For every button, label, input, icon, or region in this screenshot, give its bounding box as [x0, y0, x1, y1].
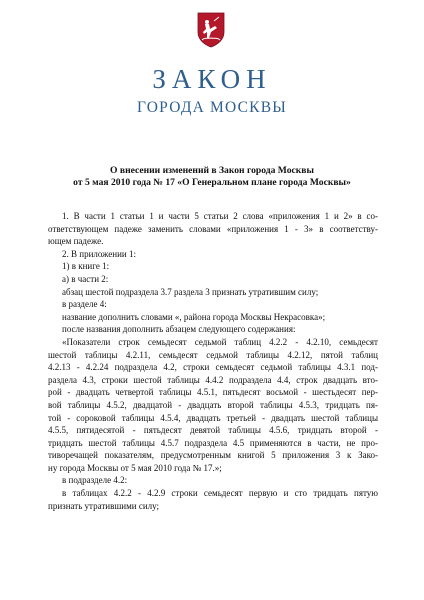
paragraph-7: название дополнить словами «, района города Москвы Некрасовка»; [62, 311, 326, 322]
paragraph-4: а) в части 2: [62, 273, 109, 284]
paragraph-9-line: 4.2.13 - 4.2.24 подраздела 4.2, строки семьдесят седьмой таблицы 4.3.1 под- [48, 362, 378, 373]
law-title: ЗАКОН [152, 64, 272, 94]
paragraph-3: 1) в книге 1: [62, 261, 110, 272]
paragraph-1-line: ющем падеже. [48, 236, 104, 247]
paragraph-1-line: 1. В части 1 статьи 1 и части 5 статьи 2 слова «приложения 1 и 2» в со- [62, 211, 378, 221]
heading-line-1: О внесении изменений в Закон города Москвы [110, 165, 314, 176]
heading-line-2: от 5 мая 2010 года № 17 «О Генеральном плане города Москвы» [73, 177, 351, 188]
law-subtitle: ГОРОДА МОСКВЫ [137, 99, 287, 116]
paragraph-9-line: той - сороковой таблицы 4.5.4, двадцать третьей - двадцать шестой таблицы [48, 412, 378, 423]
paragraph-9-line: вой таблицы 4.5.2, двадцатой - двадцать второй таблицы 4.5.3, тридцать пя- [48, 399, 378, 410]
paragraph-9-line: шестой таблицы 4.2.11, семьдесят седьмой таблицы 4.2.12, пятой таблиц [48, 349, 378, 360]
paragraph-1-line: ответствующем падеже заменить словами «приложения 1 - 3» в соответству- [48, 223, 378, 234]
paragraph-9-line: рой - двадцать четвертой таблицы 4.5.1, пятьдесят восьмой - шестьдесят пер- [48, 387, 378, 398]
paragraph-6: в разделе 4: [62, 299, 107, 310]
paragraph-11-line: в таблицах 4.2.2 - 4.2.9 строки семьдесят первую и сто тридцать пятую [62, 488, 378, 499]
moscow-coat-of-arms-icon [196, 12, 226, 48]
paragraph-9-line: ну города Москвы от 5 мая 2010 года № 17.»; [48, 462, 222, 473]
document-heading [20, 165, 404, 189]
paragraph-11-line: признать утратившими силу; [48, 500, 160, 511]
paragraph-5: абзац шестой подраздела 3.7 раздела 3 признать утратившим силу; [62, 286, 319, 297]
paragraph-9-line: тиворечащей показателям, предусмотренным книгой 5 приложения 3 к Зако- [48, 450, 378, 461]
document-body [48, 210, 378, 512]
paragraph-10: в подразделе 4.2: [62, 475, 128, 486]
paragraph-9-line: «Показатели строк семьдесят седьмой таблиц 4.2.2 - 4.2.10, семьдесят [62, 336, 378, 347]
paragraph-9-line: 4.5.5, пятидесятой - пятьдесят девятой таблицы 4.5.6, тридцать второй - [48, 425, 378, 436]
paragraph-9-line: раздела 4.3, строки шестой таблицы 4.4.2 подраздела 4.4, строк двадцать вто- [48, 374, 378, 385]
paragraph-8: после названия дополнить абзацем следующего содержания: [62, 324, 296, 335]
paragraph-9-line: тридцать шестой таблицы 4.5.7 подраздела 4.5 применяются в части, не про- [48, 437, 378, 448]
paragraph-2: 2. В приложении 1: [62, 248, 136, 259]
